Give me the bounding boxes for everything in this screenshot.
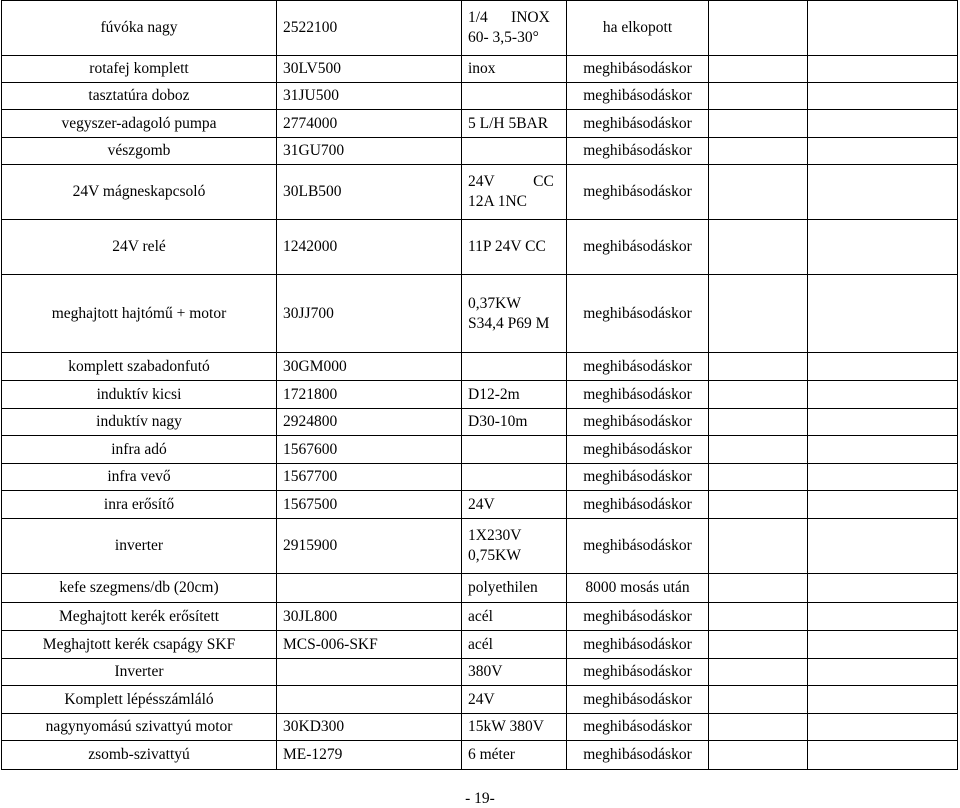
part-code-cell: 31GU700 [277,138,462,165]
empty-cell [808,353,958,381]
table-row [2,574,958,603]
part-code-cell [277,686,462,714]
part-name-cell: induktív nagy [2,409,277,436]
spec-line: polyethilen [468,579,538,596]
empty-cell [808,741,958,770]
part-spec-cell [462,714,567,741]
part-name-cell: tasztatúra doboz [2,83,277,110]
part-code-cell: 30LB500 [277,165,462,220]
empty-cell [808,56,958,83]
part-spec-cell [462,165,567,220]
table-row [2,138,958,165]
spec-line: 24V [468,495,495,513]
part-code-cell: 1242000 [277,220,462,275]
empty-cell [709,56,808,83]
part-name-cell: Inverter [2,659,277,686]
part-note-cell: meghibásodáskor [567,631,709,659]
part-note-cell: meghibásodáskor [567,110,709,138]
part-spec-cell [462,275,567,353]
spec-line: 0,37KW [468,294,521,312]
spec-line: 5 L/H 5BAR [468,114,549,132]
empty-cell [709,714,808,741]
empty-cell [709,603,808,631]
page-number: - 19- [465,790,495,807]
empty-cell [709,83,808,110]
part-spec-cell [462,631,567,659]
empty-cell [808,165,958,220]
part-note-cell: ha elkopott [567,1,709,56]
part-name-cell: meghajtott hajtómű + motor [2,275,277,353]
part-code-cell: 30LV500 [277,56,462,83]
empty-cell [808,519,958,574]
part-name-cell: 24V relé [2,220,277,275]
part-note-cell: meghibásodáskor [567,220,709,275]
empty-cell [808,491,958,519]
part-note-cell: 8000 mosás után [567,574,709,603]
part-note-cell: meghibásodáskor [567,659,709,686]
part-name-cell: Komplett lépésszámláló [2,686,277,714]
parts-table-body [2,1,958,770]
table-row [2,220,958,275]
part-note-cell: meghibásodáskor [567,56,709,83]
part-code-cell: 30KD300 [277,714,462,741]
part-code-cell: MCS-006-SKF [277,631,462,659]
part-spec-cell [462,409,567,436]
part-code-cell: 1567500 [277,491,462,519]
part-spec-cell [462,381,567,409]
part-spec-cell [462,1,567,56]
part-name-cell: kefe szegmens/db (20cm) [2,574,277,603]
part-name-cell: vegyszer-adagoló pumpa [2,110,277,138]
empty-cell [709,741,808,770]
empty-cell [808,436,958,464]
part-spec-cell [462,220,567,275]
spec-line: D12-2m [468,385,520,403]
empty-cell [709,110,808,138]
empty-cell [808,603,958,631]
part-name-cell: komplett szabadonfutó [2,353,277,381]
spec-line: D30-10m [468,413,528,430]
part-note-cell: meghibásodáskor [567,436,709,464]
empty-cell [808,464,958,491]
empty-cell [709,409,808,436]
part-note-cell: meghibásodáskor [567,381,709,409]
table-row [2,56,958,83]
part-name-cell: nagynyomású szivattyú motor [2,714,277,741]
part-name-cell: rotafej komplett [2,56,277,83]
part-note-cell: meghibásodáskor [567,83,709,110]
part-code-cell: 1721800 [277,381,462,409]
part-note-cell: meghibásodáskor [567,409,709,436]
empty-cell [808,714,958,741]
spec-line: 24V CC [468,173,554,190]
part-code-cell: 30JJ700 [277,275,462,353]
part-spec-cell [462,436,567,464]
part-note-cell: meghibásodáskor [567,741,709,770]
spec-line: 11P 24V CC [468,238,546,255]
part-code-cell [277,659,462,686]
empty-cell [808,686,958,714]
table-row [2,275,958,353]
part-spec-cell [462,741,567,770]
empty-cell [709,275,808,353]
empty-cell [808,574,958,603]
table-row [2,409,958,436]
spec-line: 60- 3,5-30° [468,29,539,46]
empty-cell [709,220,808,275]
spec-line: 24V [468,690,495,708]
part-name-cell: vészgomb [2,138,277,165]
empty-cell [709,659,808,686]
spec-line: 15kW 380V [468,718,544,735]
part-code-cell: 2924800 [277,409,462,436]
part-spec-cell [462,110,567,138]
empty-cell [709,1,808,56]
part-note-cell: meghibásodáskor [567,353,709,381]
empty-cell [709,519,808,574]
part-code-cell: 1567700 [277,464,462,491]
part-note-cell: meghibásodáskor [567,165,709,220]
part-spec-cell [462,686,567,714]
part-spec-cell [462,56,567,83]
empty-cell [709,436,808,464]
part-name-cell: fúvóka nagy [2,1,277,56]
empty-cell [709,574,808,603]
spec-line: 1/4 INOX [468,9,550,26]
part-name-cell: Meghajtott kerék csapágy SKF [2,631,277,659]
part-name-cell: inverter [2,519,277,574]
table-row [2,165,958,220]
table-row [2,83,958,110]
part-spec-cell [462,519,567,574]
empty-cell [709,353,808,381]
part-spec-cell [462,574,567,603]
empty-cell [709,464,808,491]
parts-table [1,0,958,770]
spec-line: S34,4 P69 M [468,314,550,332]
table-row [2,1,958,56]
empty-cell [808,275,958,353]
part-code-cell: 2522100 [277,1,462,56]
part-code-cell: 1567600 [277,436,462,464]
part-name-cell: induktív kicsi [2,381,277,409]
empty-cell [709,491,808,519]
table-row [2,631,958,659]
part-spec-cell [462,659,567,686]
part-code-cell [277,574,462,603]
spec-line: 0,75KW [468,547,521,564]
spec-line: acél [468,607,493,625]
part-name-cell: Meghajtott kerék erősített [2,603,277,631]
part-code-cell: 2774000 [277,110,462,138]
part-note-cell: meghibásodáskor [567,275,709,353]
part-note-cell: meghibásodáskor [567,138,709,165]
part-spec-cell [462,603,567,631]
empty-cell [709,631,808,659]
spec-line: acél [468,635,493,653]
part-name-cell: inra erősítő [2,491,277,519]
empty-cell [808,83,958,110]
part-code-cell: ME-1279 [277,741,462,770]
spec-line: 12A 1NC [468,193,527,210]
part-code-cell: 31JU500 [277,83,462,110]
part-name-cell: infra adó [2,436,277,464]
table-row [2,686,958,714]
empty-cell [808,631,958,659]
empty-cell [808,110,958,138]
table-row [2,659,958,686]
table-row [2,491,958,519]
empty-cell [808,138,958,165]
table-row [2,741,958,770]
table-row [2,353,958,381]
part-name-cell: 24V mágneskapcsoló [2,165,277,220]
part-note-cell: meghibásodáskor [567,714,709,741]
part-code-cell: 30JL800 [277,603,462,631]
part-code-cell: 2915900 [277,519,462,574]
table-row [2,519,958,574]
table-row [2,464,958,491]
part-spec-cell [462,353,567,381]
part-name-cell: infra vevő [2,464,277,491]
empty-cell [709,686,808,714]
table-row [2,714,958,741]
part-spec-cell [462,464,567,491]
empty-cell [808,381,958,409]
part-name-cell: zsomb-szivattyú [2,741,277,770]
part-note-cell: meghibásodáskor [567,603,709,631]
part-note-cell: meghibásodáskor [567,686,709,714]
empty-cell [709,138,808,165]
spec-line: inox [468,60,496,77]
spec-line: 380V [468,663,503,680]
empty-cell [808,1,958,56]
part-note-cell: meghibásodáskor [567,491,709,519]
empty-cell [808,220,958,275]
table-row [2,436,958,464]
empty-cell [709,381,808,409]
part-note-cell: meghibásodáskor [567,464,709,491]
table-row [2,381,958,409]
table-row [2,110,958,138]
part-spec-cell [462,138,567,165]
table-row [2,603,958,631]
empty-cell [808,659,958,686]
part-code-cell: 30GM000 [277,353,462,381]
part-note-cell: meghibásodáskor [567,519,709,574]
spec-line: 6 méter [468,746,515,763]
part-spec-cell [462,83,567,110]
spec-line: 1X230V [468,527,522,544]
empty-cell [808,409,958,436]
empty-cell [709,165,808,220]
part-spec-cell [462,491,567,519]
